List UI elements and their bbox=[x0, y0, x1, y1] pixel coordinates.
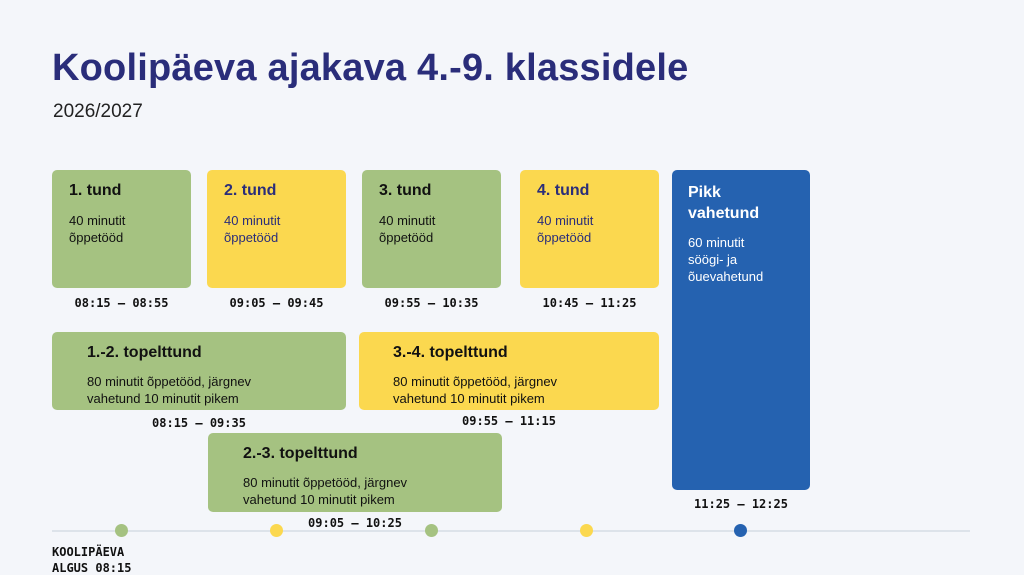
timeline-dot-4 bbox=[580, 524, 593, 537]
school-year: 2026/2027 bbox=[53, 101, 143, 122]
long-break-time: 11:25 – 12:25 bbox=[694, 497, 788, 511]
double-lesson-time-3-4: 09:55 – 11:15 bbox=[462, 414, 556, 428]
timeline-dot-2 bbox=[270, 524, 283, 537]
double-lesson-desc: 80 minutit õppetööd, järgnev vahetund 10 minutit pikem bbox=[87, 374, 252, 406]
lesson-time-1: 08:15 – 08:55 bbox=[74, 296, 169, 310]
double-lesson-title: 1.-2. topelttund bbox=[87, 344, 202, 361]
school-day-start-label: KOOLIPÄEVA ALGUS 08:15 bbox=[52, 545, 132, 575]
lesson-time-3: 09:55 – 10:35 bbox=[384, 296, 479, 310]
timeline-dot-5 bbox=[734, 524, 747, 537]
double-lesson-card-2-3 bbox=[208, 433, 502, 512]
lesson-desc: 40 minutit õppetööd bbox=[537, 213, 594, 245]
double-lesson-time-2-3: 09:05 – 10:25 bbox=[308, 516, 402, 530]
double-lesson-title: 3.-4. topelttund bbox=[393, 344, 508, 361]
lesson-desc: 40 minutit õppetööd bbox=[379, 213, 436, 245]
lesson-card-2 bbox=[207, 170, 346, 288]
lesson-card-3 bbox=[362, 170, 501, 288]
timeline-dot-3 bbox=[425, 524, 438, 537]
timeline-dot-1 bbox=[115, 524, 128, 537]
lesson-time-2: 09:05 – 09:45 bbox=[229, 296, 324, 310]
long-break-desc: 60 minutit söögi- ja õuevahetund bbox=[688, 235, 764, 284]
double-lesson-card-3-4 bbox=[359, 332, 659, 410]
lesson-card-1 bbox=[52, 170, 191, 288]
double-lesson-card-1-2 bbox=[52, 332, 346, 410]
lesson-title: 2. tund bbox=[224, 182, 277, 199]
double-lesson-time-1-2: 08:15 – 09:35 bbox=[152, 416, 246, 430]
long-break-card bbox=[672, 170, 810, 490]
timeline-axis bbox=[52, 530, 970, 532]
lesson-title: 3. tund bbox=[379, 182, 432, 199]
lesson-card-4 bbox=[520, 170, 659, 288]
lesson-title: 1. tund bbox=[69, 182, 122, 199]
lesson-time-4: 10:45 – 11:25 bbox=[542, 296, 637, 310]
double-lesson-desc: 80 minutit õppetööd, järgnev vahetund 10 minutit pikem bbox=[243, 475, 408, 507]
double-lesson-desc: 80 minutit õppetööd, järgnev vahetund 10 minutit pikem bbox=[393, 374, 558, 406]
page-title: Koolipäeva ajakava 4.-9. klassidele bbox=[52, 47, 689, 89]
lesson-desc: 40 minutit õppetööd bbox=[224, 213, 281, 245]
double-lesson-title: 2.-3. topelttund bbox=[243, 445, 358, 462]
lesson-title: 4. tund bbox=[537, 182, 590, 199]
lesson-desc: 40 minutit õppetööd bbox=[69, 213, 126, 245]
long-break-title: Pikk vahetund bbox=[688, 184, 760, 222]
